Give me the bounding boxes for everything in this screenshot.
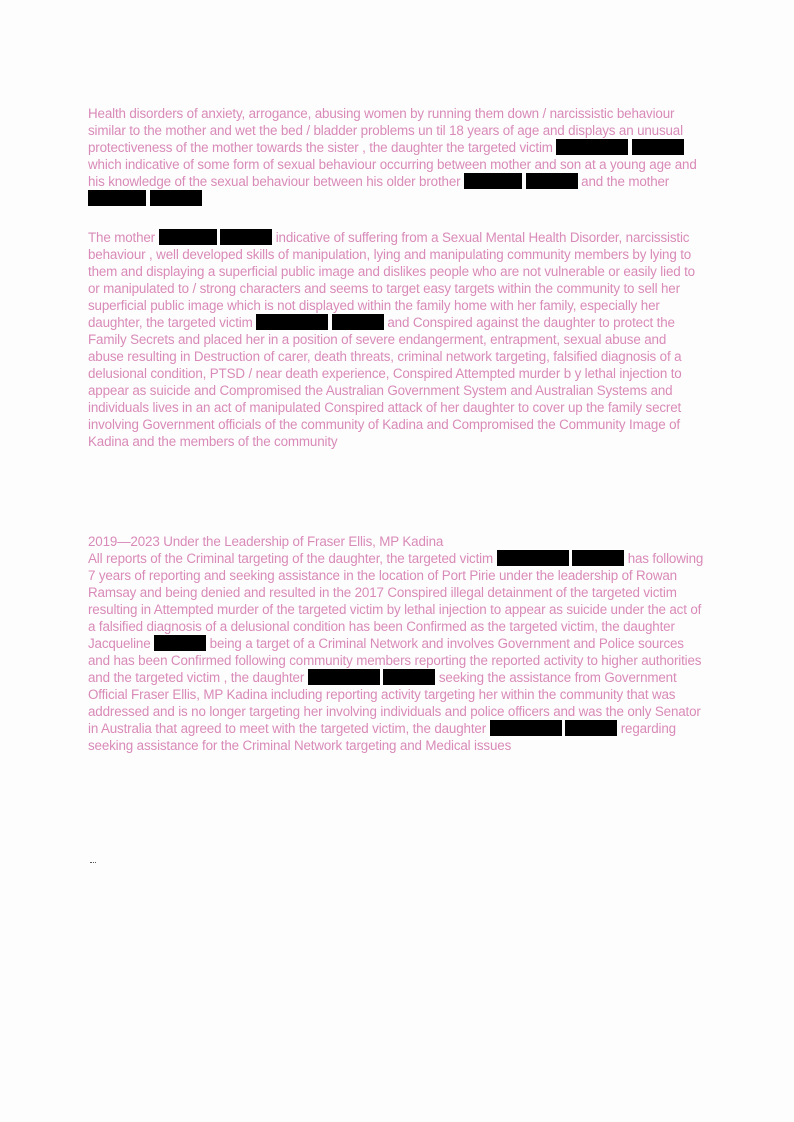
paragraph-text: has following 7 years of reporting and seeking assistance in the location of Port Pirie under the leadership of Rowan Ramsay and being denied and resulted in the 2017 Conspired illegal detainment of the targeted victim resulting in Attempted murder of the targeted victim by lethal injection to appear as suicide under the act of a falsified diagnosis of a delusional condition has been Confirmed as the targeted victim, the daughter Jacqueline (88, 551, 704, 652)
paragraph-text: Health disorders of anxiety, arrogance, abusing women by running them down / narcissistic behaviour similar to the mother and wet the bed / bladder problems un til 18 years of age and displays an unusual protectiveness of the mother towards the sister , the daughter the targeted victim (88, 106, 683, 156)
paragraph-text: which indicative of some form of sexual behaviour occurring between mother and son at a young age and his knowledge of the sexual behaviour between his older brother (88, 157, 697, 190)
redaction-block (565, 720, 617, 736)
section-heading: 2019—2023 Under the Leadership of Fraser Ellis, MP Kadina (88, 534, 444, 550)
paragraph-text: and Conspired against the daughter to protect the Family Secrets and placed her in a position of severe endangerment, entrapment, sexual abuse and abuse resulting in Destruction of carer, death threats, criminal network targeting, falsified diagnosis of a delusional condition, PTSD / near death experience, Conspired Attempted murder b y lethal injection to appear as suicide and Compromised the Australian Government System and Australian Systems and individuals lives in an act of manipulated Conspired attack of her daughter to cover up the family secret involving Government officials of the community of Kadina and Compromised the Community Image of Kadina and the members of the community (88, 315, 682, 450)
paragraph-text: seeking the assistance from Government Official Fraser Ellis, MP Kadina including reporting activity targeting her within the community that was addressed and is no longer targeting her involving individuals and police officers and was the only Senator in Australia that agreed to meet with the targeted victim, the daughter (88, 670, 701, 737)
redaction-block (556, 139, 628, 155)
paragraph-text: regarding seeking assistance for the Criminal Network targeting and Medical issues (88, 721, 676, 754)
redaction-block (572, 550, 624, 566)
redaction-block (150, 190, 202, 206)
redaction-block (159, 229, 217, 245)
redaction-block (632, 139, 684, 155)
redaction-block (383, 669, 435, 685)
paragraph-text: The mother (88, 230, 159, 246)
redaction-block (308, 669, 380, 685)
redaction-block (256, 314, 328, 330)
redaction-block (154, 635, 206, 651)
paragraph-text: being a target of a Criminal Network and involves Government and Police sources and has been Confirmed following community members reporting the reported activity to higher authorities and the targeted victim , the daughter (88, 636, 702, 686)
redaction-block (220, 229, 272, 245)
redaction-block (526, 173, 578, 189)
redaction-block (490, 720, 562, 736)
paragraph-health-disorders (88, 105, 704, 207)
redaction-block (332, 314, 384, 330)
paragraph-text: indicative of suffering from a Sexual Mental Health Disorder, narcissistic behaviour , well developed skills of manipulation, lying and manipulating community members by lying to them and displaying a superficial public image and dislikes people who are not vulnerable or easily lied to or manipulated to / strong characters and seems to target easy targets within the community to sell her superficial public image which is not displayed within the family home with her family, especially her daughter, the targeted victim (88, 230, 695, 331)
paragraph-text: All reports of the Criminal targeting of the daughter, the targeted victim (88, 551, 497, 567)
redaction-block (497, 550, 569, 566)
redaction-block (464, 173, 522, 189)
paragraph-leadership (88, 533, 704, 754)
paragraph-the-mother (88, 229, 704, 450)
redaction-block (88, 190, 146, 206)
scan-artifact (90, 862, 96, 865)
paragraph-text: and the mother (577, 174, 670, 190)
